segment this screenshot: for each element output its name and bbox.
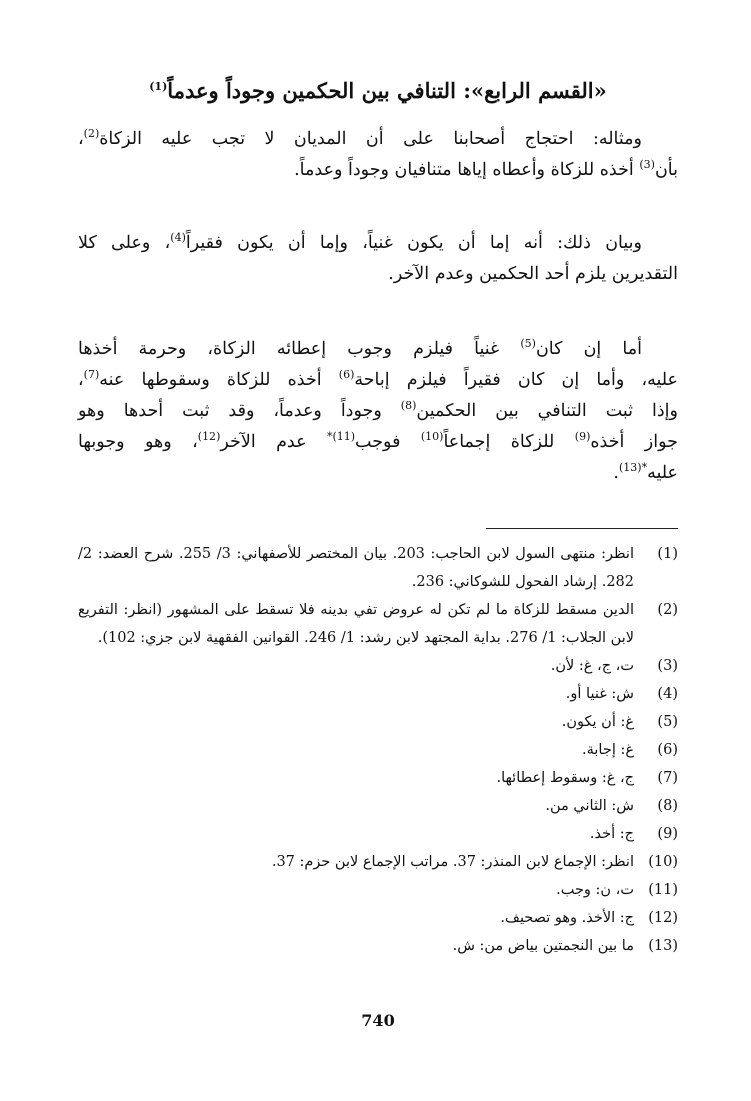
footnotes-list	[78, 540, 678, 960]
text-run: عدم الآخر	[220, 432, 327, 452]
footnote-ref: (7)	[83, 368, 100, 382]
footnote-number: (1)	[657, 546, 678, 562]
footnote-text: انظر: الإجماع لابن المنذر: 37. مراتب الإجماع لابن حزم: 37.	[271, 854, 634, 870]
text-run: ، وعلى كلا	[78, 233, 171, 253]
footnote	[78, 876, 678, 904]
footnote	[78, 596, 678, 652]
footnote-text: انظر: منتهى السول لابن الحاجب: 203. بيان المختصر للأصفهاني: 3/ 255. شرح العضد: 2/ 282. إرشاد الفحول للشوكاني: 236.	[78, 546, 634, 590]
footnote-text: ج: أخذ.	[589, 826, 634, 842]
text-run: التقديرين يلزم أحد الحكمين وعدم الآخر.	[388, 264, 678, 284]
text-run: عليه	[647, 463, 678, 483]
paragraph-line	[78, 365, 678, 396]
footnote-number: (7)	[657, 770, 678, 786]
footnote	[78, 848, 678, 876]
footnote-ref: (12)	[197, 430, 221, 444]
footnote	[78, 904, 678, 932]
footnote-number: (13)	[648, 938, 678, 954]
text-run: .	[613, 463, 619, 483]
footnote	[78, 932, 678, 960]
footnote	[78, 820, 678, 848]
section-title	[78, 76, 678, 106]
footnote-ref: (2)	[83, 127, 100, 141]
footnote-text: ش: غنيا أو.	[565, 686, 634, 702]
footnote-number: (3)	[657, 658, 678, 674]
footnote-text: ج: الأخذ. وهو تصحيف.	[500, 910, 634, 926]
footnote-ref: (5)	[520, 337, 536, 351]
footnote-ref: *(13)	[619, 461, 648, 475]
paragraph-line	[78, 396, 678, 427]
book-page	[78, 0, 678, 1101]
paragraph-line	[78, 228, 678, 259]
footnote-number: (6)	[657, 742, 678, 758]
footnote	[78, 652, 678, 680]
paragraph-1	[78, 124, 678, 186]
text-run: ،	[78, 370, 84, 390]
text-run: ،	[78, 129, 84, 149]
text-run: أما إن كان	[535, 339, 642, 359]
section-title-text: «القسم الرابع»: التنافي بين الحكمين وجوداً وعدماً	[167, 78, 607, 104]
paragraph-2	[78, 228, 678, 290]
footnote	[78, 792, 678, 820]
footnote-number: (12)	[648, 910, 678, 926]
footnote-text: غ: أن يكون.	[561, 714, 634, 730]
footnote-ref: (8)	[400, 399, 417, 413]
footnote-number: (11)	[648, 882, 678, 898]
footnote-separator	[486, 528, 678, 529]
text-run: أخذه للزكاة وسقوطها عنه	[99, 370, 339, 390]
paragraph-line	[78, 155, 678, 186]
footnote-number: (4)	[657, 686, 678, 702]
footnote	[78, 540, 678, 596]
text-run: عليه، وأما إن كان فقيراً فيلزم إباحة	[354, 370, 678, 390]
footnote-text: ما بين النجمتين بياض من: ش.	[452, 938, 634, 954]
footnote-text: ت، ج، غ: لأن.	[550, 658, 634, 674]
text-run: جواز أخذه	[590, 432, 678, 452]
footnote-number: (9)	[657, 826, 678, 842]
text-run: فوجب	[355, 432, 421, 452]
footnote-number: (8)	[657, 798, 678, 814]
footnote-number: (10)	[648, 854, 678, 870]
footnote-ref: (11)*	[326, 430, 356, 444]
footnote-ref: (9)	[574, 430, 591, 444]
text-run: بأن	[654, 160, 678, 180]
footnote-number: (2)	[657, 602, 678, 618]
footnote-text: الدين مسقط للزكاة ما لم تكن له عروض تفي بدينه فلا تسقط على المشهور (انظر: التفريع لابن الجلاب: 1/ 276. بداية المجتهد لابن رشد: 1/ 246. القوانين الفقهية لابن جزي: 102).	[78, 602, 634, 646]
paragraph-line	[78, 427, 678, 458]
footnote	[78, 736, 678, 764]
footnote-ref: (3)	[639, 158, 655, 172]
section-title-footnote-ref: (1)	[149, 80, 168, 94]
footnote-text: ش: الثاني من.	[545, 798, 634, 814]
footnote-text: غ: إجابة.	[582, 742, 634, 758]
footnote-ref: (4)	[170, 231, 186, 245]
footnote	[78, 764, 678, 792]
text-run: ، وهو وجوبها	[78, 432, 198, 452]
paragraph-line	[78, 458, 678, 489]
footnote-ref: (10)	[420, 430, 444, 444]
text-run: للزكاة إجماعاً	[443, 432, 575, 452]
page-number: 740	[361, 1011, 395, 1030]
footnote-ref: (6)	[338, 368, 355, 382]
text-run: غنياً فيلزم وجوب إعطائه الزكاة، وحرمة أخذها	[78, 339, 521, 359]
text-run: وبيان ذلك: أنه إما أن يكون غنياً، وإما أن يكون فقيراً	[185, 233, 642, 253]
text-run: أخذه للزكاة وأعطاه إياها متنافيان وجوداً وعدماً.	[294, 160, 640, 180]
text-run: وجوداً وعدماً، وقد ثبت أحدها وهو	[78, 401, 401, 421]
paragraph-line	[78, 259, 678, 290]
paragraph-3	[78, 334, 678, 489]
text-run: وإذا ثبت التنافي بين الحكمين	[416, 401, 678, 421]
footnote	[78, 708, 678, 736]
paragraph-line	[78, 334, 678, 365]
footnote-text: ت، ن: وجب.	[556, 882, 634, 898]
paragraph-line	[78, 124, 678, 155]
footnote	[78, 680, 678, 708]
footnote-number: (5)	[657, 714, 678, 730]
footnote-text: ج، غ: وسقوط إعطائها.	[496, 770, 634, 786]
text-run: ومثاله: احتجاج أصحابنا على أن المديان لا تجب عليه الزكاة	[99, 129, 642, 149]
